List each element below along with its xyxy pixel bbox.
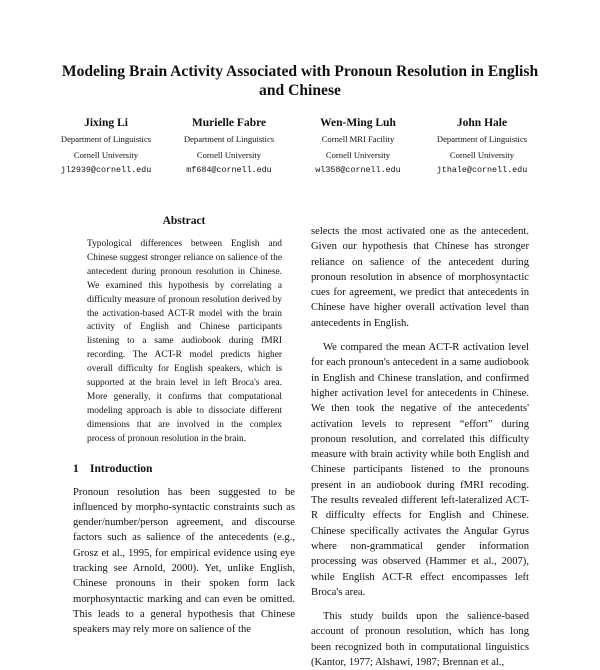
author-institution: Cornell University bbox=[196, 149, 262, 160]
section-number: 1 bbox=[73, 462, 79, 475]
author-fabre bbox=[164, 116, 294, 179]
author-name: Jixing Li bbox=[84, 117, 128, 129]
author-email: mf684@cornell.edu bbox=[186, 165, 272, 175]
body-paragraph: We compared the mean ACT-R activation level for each pronoun's antecedent in a same audiobook in English and Chinese translation, and confirmed higher activation level for antecedents in Chinese. We then took the negative of the antecedents' activation levels to represent “effort” during pronoun resolution, and correlated this difficulty measure with brain activity while both English and Chinese participants listened to the pronouns present in an audiobook during fMRI recoding. The results revealed different left-lateralized ACT-R difficulty effects for English and Chinese. Chinese specifically activates the Angular Gyrus where non-grammatical gender information processing was observed (Hammer et al., 2007), while English ACT-R effect encompasses left Broca's area. bbox=[311, 342, 529, 598]
author-affiliation: Cornell MRI Facility bbox=[321, 134, 395, 144]
abstract-text: Typological differences between English and Chinese suggest stronger reliance on salience of the antecedent during pronoun resolution in Chinese. We examined this hypothesis by correlating a difficulty measure of pronoun resolution derived by the activation-based ACT-R model with the brain activity of English and Chinese participants listening to a same audiobook during fMRI recording. The ACT-R model predicts higher overall difficulty for English speakers, which is supported at the brain level in left Broca's area. More generally, it confirms that computational modeling approach is able to dissociate different dimensions that are involved in the complex process of pronoun resolution in the brain. bbox=[87, 239, 282, 444]
author-email: wl358@cornell.edu bbox=[315, 165, 401, 175]
author-email: jl2939@cornell.edu bbox=[60, 165, 152, 175]
left-column bbox=[73, 214, 295, 638]
author-block bbox=[0, 116, 600, 176]
author-email: jthale@cornell.edu bbox=[436, 165, 528, 175]
section-title: Introduction bbox=[90, 462, 153, 475]
author-name: John Hale bbox=[456, 117, 508, 129]
author-institution: Cornell University bbox=[73, 149, 139, 160]
author-li bbox=[41, 116, 171, 179]
body-paragraph: selects the most activated one as the antecedent. Given our hypothesis that Chinese has stronger reliance on salience of the antecedent during pronoun resolution in absence of morphosyntactic cues for agreement, we predict that antecedents in Chinese have higher overall activation level than antecedents in English. bbox=[311, 226, 529, 329]
author-affiliation: Department of Linguistics bbox=[183, 134, 275, 144]
section-heading bbox=[73, 462, 295, 476]
introduction-paragraph: Pronoun resolution has been suggested to be influenced by morpho-syntactic constraints such as gender/number/person agreement, and discourse factors such as salience of the antecedents (e.g., Grosz et al., 1995, for empirical evidence using eye tracking see Arnold, 2000). Yet, unlike English, Chinese pronouns in their spoken form lack morphosyntactic marking and can even be omitted. This leads to a general hypothesis that Chinese speakers may rely more on salience of the bbox=[73, 486, 295, 636]
author-affiliation: Department of Linguistics bbox=[436, 134, 528, 144]
author-affiliation: Department of Linguistics bbox=[60, 134, 152, 144]
body-paragraph: This study builds upon the salience-based account of pronoun resolution, which has long been recognized both in computational linguistics (Kantor, 1977; Alshawi, 1987; Brennan et al., bbox=[311, 611, 529, 669]
author-hale bbox=[417, 116, 547, 179]
author-luh bbox=[293, 116, 423, 179]
abstract-heading: Abstract bbox=[162, 215, 206, 227]
author-name: Murielle Fabre bbox=[191, 117, 267, 129]
right-column bbox=[311, 224, 529, 670]
author-name: Wen-Ming Luh bbox=[320, 117, 396, 129]
author-institution: Cornell University bbox=[449, 149, 515, 160]
paper-title: Modeling Brain Activity Associated with Pronoun Resolution in English and Chinese bbox=[61, 63, 539, 99]
author-institution: Cornell University bbox=[325, 149, 391, 160]
